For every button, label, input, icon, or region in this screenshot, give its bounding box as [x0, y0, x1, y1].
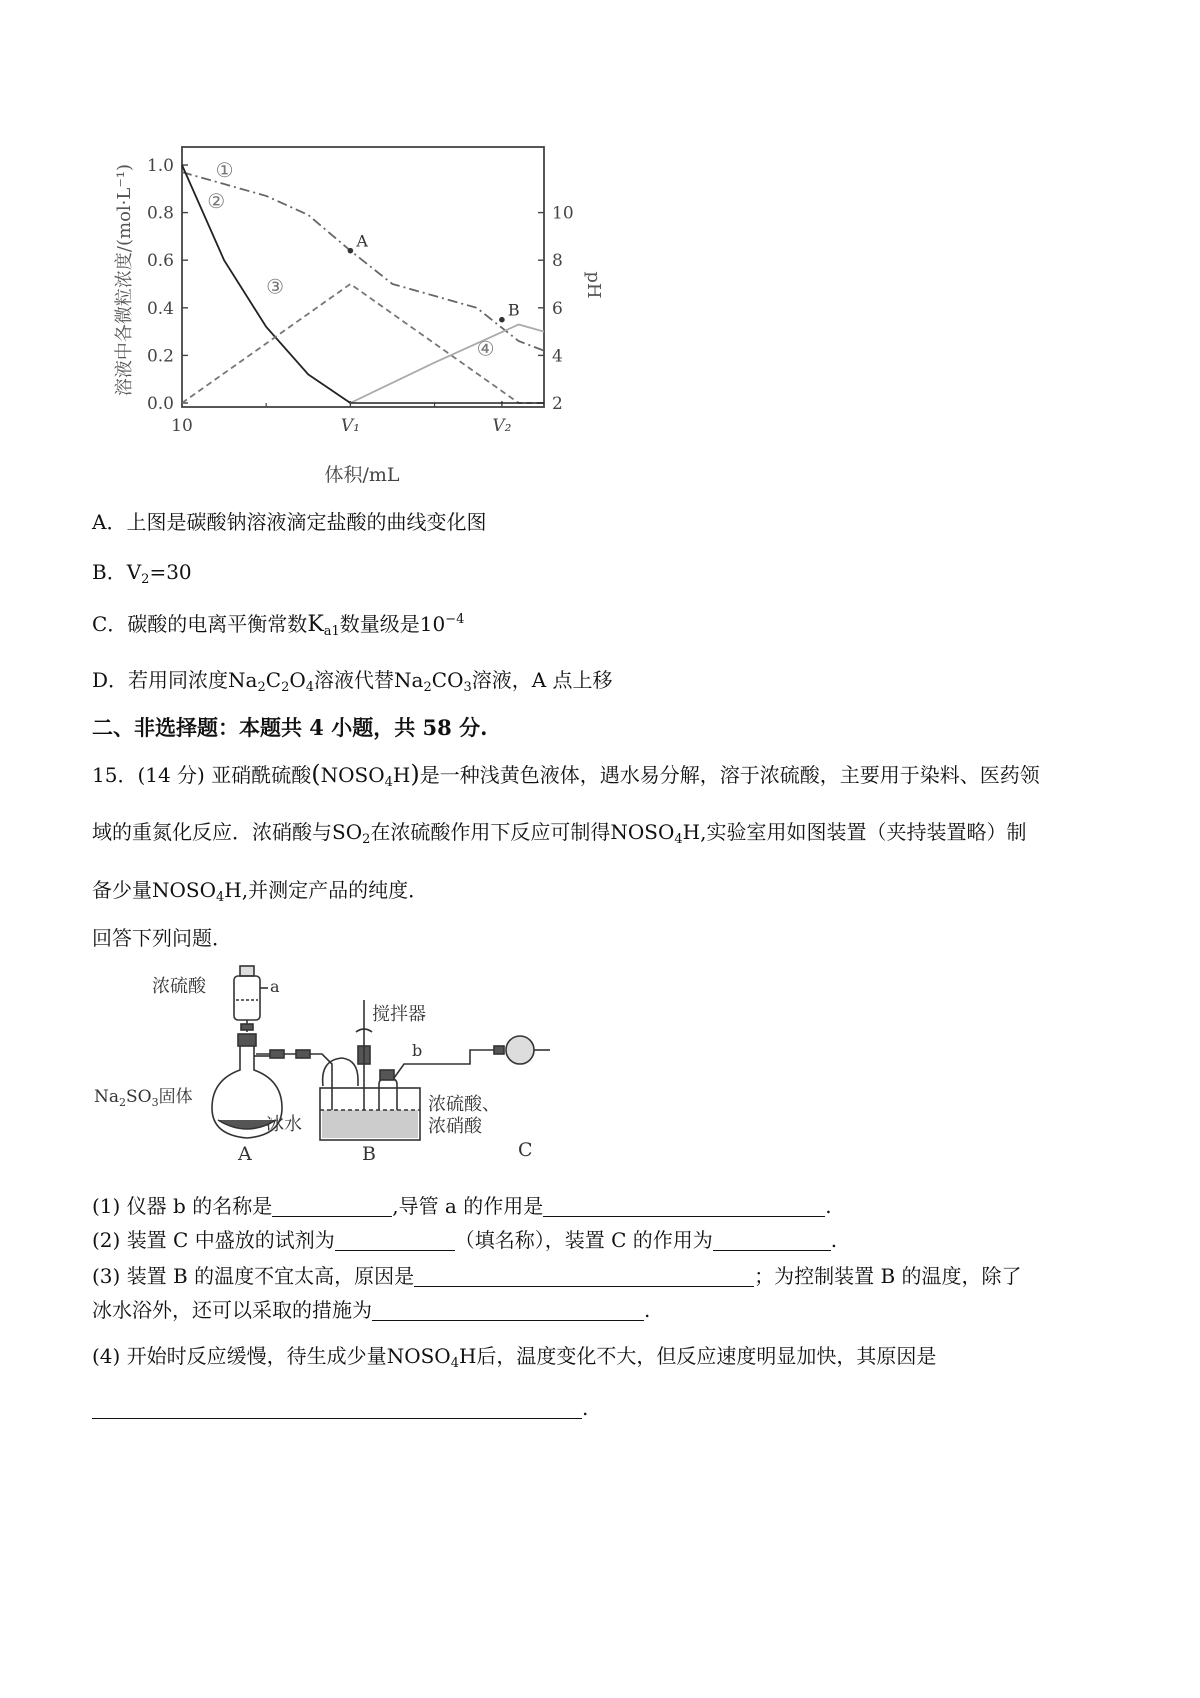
- answer-blank-3a[interactable]: [414, 1264, 754, 1287]
- option-c: [92, 610, 464, 639]
- option-c-k: K: [307, 612, 324, 637]
- q15-line-1: [92, 760, 1040, 789]
- label-ice-water: 冰水: [266, 1114, 302, 1135]
- formula-part-b: H: [682, 820, 701, 844]
- formula-part: NOSO: [610, 820, 675, 844]
- series-group: [182, 165, 544, 403]
- option-d-f1c: O: [289, 668, 306, 692]
- label-B: B: [362, 1143, 376, 1165]
- option-a-text: A．上图是碳酸钠溶液滴定盐酸的曲线变化图: [92, 510, 487, 534]
- option-d-b: 溶液代替: [314, 668, 395, 692]
- y-right-tick-label: 2: [552, 394, 563, 414]
- formula-part: NOSO: [386, 1344, 451, 1368]
- y-right-axis-label: pH: [583, 271, 604, 299]
- titration-chart: [110, 125, 670, 540]
- label-na2so3: $Na_2SO_3$固体: [94, 1087, 193, 1109]
- y-right-tick-label: 8: [552, 251, 563, 272]
- formula-sub: 4: [216, 890, 225, 905]
- curve-label-2: ②: [207, 188, 226, 213]
- q15-text-2b: 在浓硫酸作用下反应可制得: [370, 820, 611, 844]
- option-c-exp: −4: [445, 612, 465, 627]
- annotation-points: [348, 232, 520, 323]
- q4-text-a: (4) 开始时反应缓慢，待生成少量: [92, 1344, 387, 1368]
- q4-text-c: .: [582, 1396, 589, 1420]
- formula-part-b: H: [224, 878, 242, 902]
- answer-blank-3b[interactable]: [372, 1298, 644, 1321]
- option-d-s4: 2: [423, 680, 432, 695]
- formula-sub: 4: [674, 832, 683, 847]
- y-left-tick-label: 0.8: [146, 203, 174, 224]
- option-d-s3: 4: [305, 680, 315, 695]
- formula-part-b: H: [392, 763, 411, 787]
- label-A: A: [238, 1143, 252, 1165]
- so2-sub: 2: [362, 832, 371, 847]
- option-d-s2: 2: [281, 680, 290, 695]
- plot-frame: [182, 147, 544, 407]
- label-stirrer: 搅拌器: [372, 1004, 426, 1025]
- answer-blank-1a[interactable]: [272, 1194, 392, 1217]
- curve-label-4: ④: [476, 336, 495, 361]
- answer-blank-2a[interactable]: [335, 1228, 455, 1251]
- paren-open: (: [311, 760, 321, 788]
- option-d-f2b: CO: [431, 668, 464, 692]
- option-b-rest: =30: [149, 560, 192, 584]
- curve-label-1: ①: [215, 157, 234, 182]
- option-d-c: 溶液，A 点上移: [471, 668, 613, 692]
- answer-blank-1b[interactable]: [543, 1194, 825, 1217]
- q4-text-b: 后，温度变化不大，但反应速度明显加快，其原因是: [476, 1344, 937, 1368]
- label-a: a: [270, 977, 280, 996]
- q3-text-a: (3) 装置 B 的温度不宜太高，原因是: [92, 1264, 415, 1288]
- question-3-line-1: [92, 1262, 1022, 1290]
- question-3-line-2: [92, 1296, 650, 1324]
- apparatus-diagram: [90, 960, 570, 1175]
- label-C: C: [518, 1139, 533, 1161]
- q3-text-c: 冰水浴外，还可以采取的措施为: [92, 1298, 372, 1322]
- option-b: [92, 558, 192, 586]
- label-b: b: [412, 1041, 423, 1060]
- q1-text-c: .: [825, 1194, 832, 1218]
- so2-formula: SO: [332, 820, 363, 844]
- q3-text-d: .: [644, 1298, 651, 1322]
- label-acids-2: 浓硝酸: [428, 1116, 482, 1137]
- question-2: [92, 1226, 837, 1254]
- q15-line-2: [92, 818, 1026, 846]
- answer-blank-4[interactable]: [92, 1396, 582, 1419]
- option-c-mid: 数量级是: [339, 612, 420, 636]
- question-4: [92, 1342, 936, 1370]
- x-tick-label: 10: [171, 416, 193, 436]
- formula-part: NOSO: [152, 878, 216, 902]
- option-d: [92, 666, 613, 694]
- question-4-answer-line: [92, 1394, 588, 1422]
- q15-text-3b: ,并测定产品的纯度．: [241, 878, 429, 902]
- q1-text-a: (1) 仪器 b 的名称是: [92, 1194, 273, 1218]
- q15-line-4: 回答下列问题．: [92, 926, 232, 950]
- y-right-tick-label: 4: [552, 346, 563, 367]
- x-axis-label: 体积/mL: [324, 464, 400, 486]
- formula-part: NOSO: [320, 763, 385, 787]
- answer-blank-2b[interactable]: [713, 1228, 831, 1251]
- q2-text-b: （填名称），装置 C 的作用为: [454, 1228, 713, 1252]
- option-d-f1a: Na: [228, 668, 258, 692]
- label-acids-1: 浓硫酸、: [428, 1094, 500, 1115]
- x-tick-label: V₂: [492, 416, 512, 436]
- y-left-tick-label: 0.6: [146, 251, 174, 272]
- curve-labels: [207, 158, 494, 361]
- y-left-tick-label: 0.4: [146, 298, 174, 319]
- option-d-f1b: C: [265, 668, 282, 692]
- q15-text-2c: ,实验室用如图装置（夹持装置略）制: [700, 820, 1027, 844]
- formula-sub: 4: [450, 1356, 459, 1371]
- option-b-prefix: B．: [92, 560, 127, 584]
- point-B: [499, 317, 505, 323]
- q3-text-b: ；为控制装置 B 的温度，除了: [754, 1264, 1022, 1288]
- y-left-tick-label: 0.0: [146, 394, 174, 414]
- point-label-B: B: [507, 300, 520, 320]
- ice-water-bath: [320, 1088, 420, 1140]
- q15-line-3: [92, 876, 428, 904]
- q15-intro: 15．(14 分) 亚硝酰硫酸: [92, 763, 312, 787]
- option-b-var: V: [126, 560, 142, 584]
- option-d-a: D．若用同浓度: [92, 668, 229, 692]
- option-d-f2a: Na: [394, 668, 424, 692]
- point-A: [348, 248, 354, 254]
- y-left-axis-label: 溶液中各微粒浓度/(mol·L⁻¹): [114, 163, 135, 397]
- option-d-s1: 2: [257, 680, 266, 695]
- option-c-k-sub: a1: [323, 624, 340, 639]
- option-c-base: 10: [419, 612, 446, 636]
- drying-tube-c: [494, 1036, 550, 1064]
- point-label-A: A: [356, 231, 368, 251]
- series-line-4: [350, 324, 544, 403]
- option-c-text: C．碳酸的电离平衡常数: [92, 612, 308, 636]
- q2-text-a: (2) 装置 C 中盛放的试剂为: [92, 1228, 335, 1252]
- x-tick-label: V₁: [340, 416, 360, 436]
- label-conc-sulfuric: 浓硫酸: [152, 976, 206, 997]
- y-left-tick-label: 1.0: [146, 156, 174, 176]
- y-right-tick-label: 6: [552, 298, 563, 319]
- q1-text-b: ,导管 a 的作用是: [392, 1194, 544, 1218]
- y-right-tick-label: 10: [552, 203, 574, 224]
- option-b-sub: 2: [141, 572, 150, 587]
- series-line-1: [182, 172, 544, 351]
- paren-close: ): [410, 760, 420, 788]
- formula-part-b: H: [458, 1344, 477, 1368]
- dropping-funnel-a: [234, 966, 260, 1032]
- q15-text-2a: 域的重氮化反应．浓硝酸与: [92, 820, 332, 844]
- formula-sub: 4: [384, 775, 393, 790]
- option-a: [92, 508, 486, 536]
- y-left-tick-label: 0.2: [146, 346, 174, 367]
- q15-text-1: 是一种浅黄色液体，遇水易分解，溶于浓硫酸，主要用于染料、医药领: [419, 763, 1040, 787]
- question-1: [92, 1192, 832, 1220]
- curve-label-3: ③: [266, 274, 285, 299]
- q15-text-3a: 备少量: [92, 878, 152, 902]
- q2-text-c: .: [830, 1228, 838, 1252]
- option-d-s5: 3: [463, 680, 472, 695]
- section-title: 二、非选择题：本题共 4 小题，共 58 分.: [92, 715, 488, 740]
